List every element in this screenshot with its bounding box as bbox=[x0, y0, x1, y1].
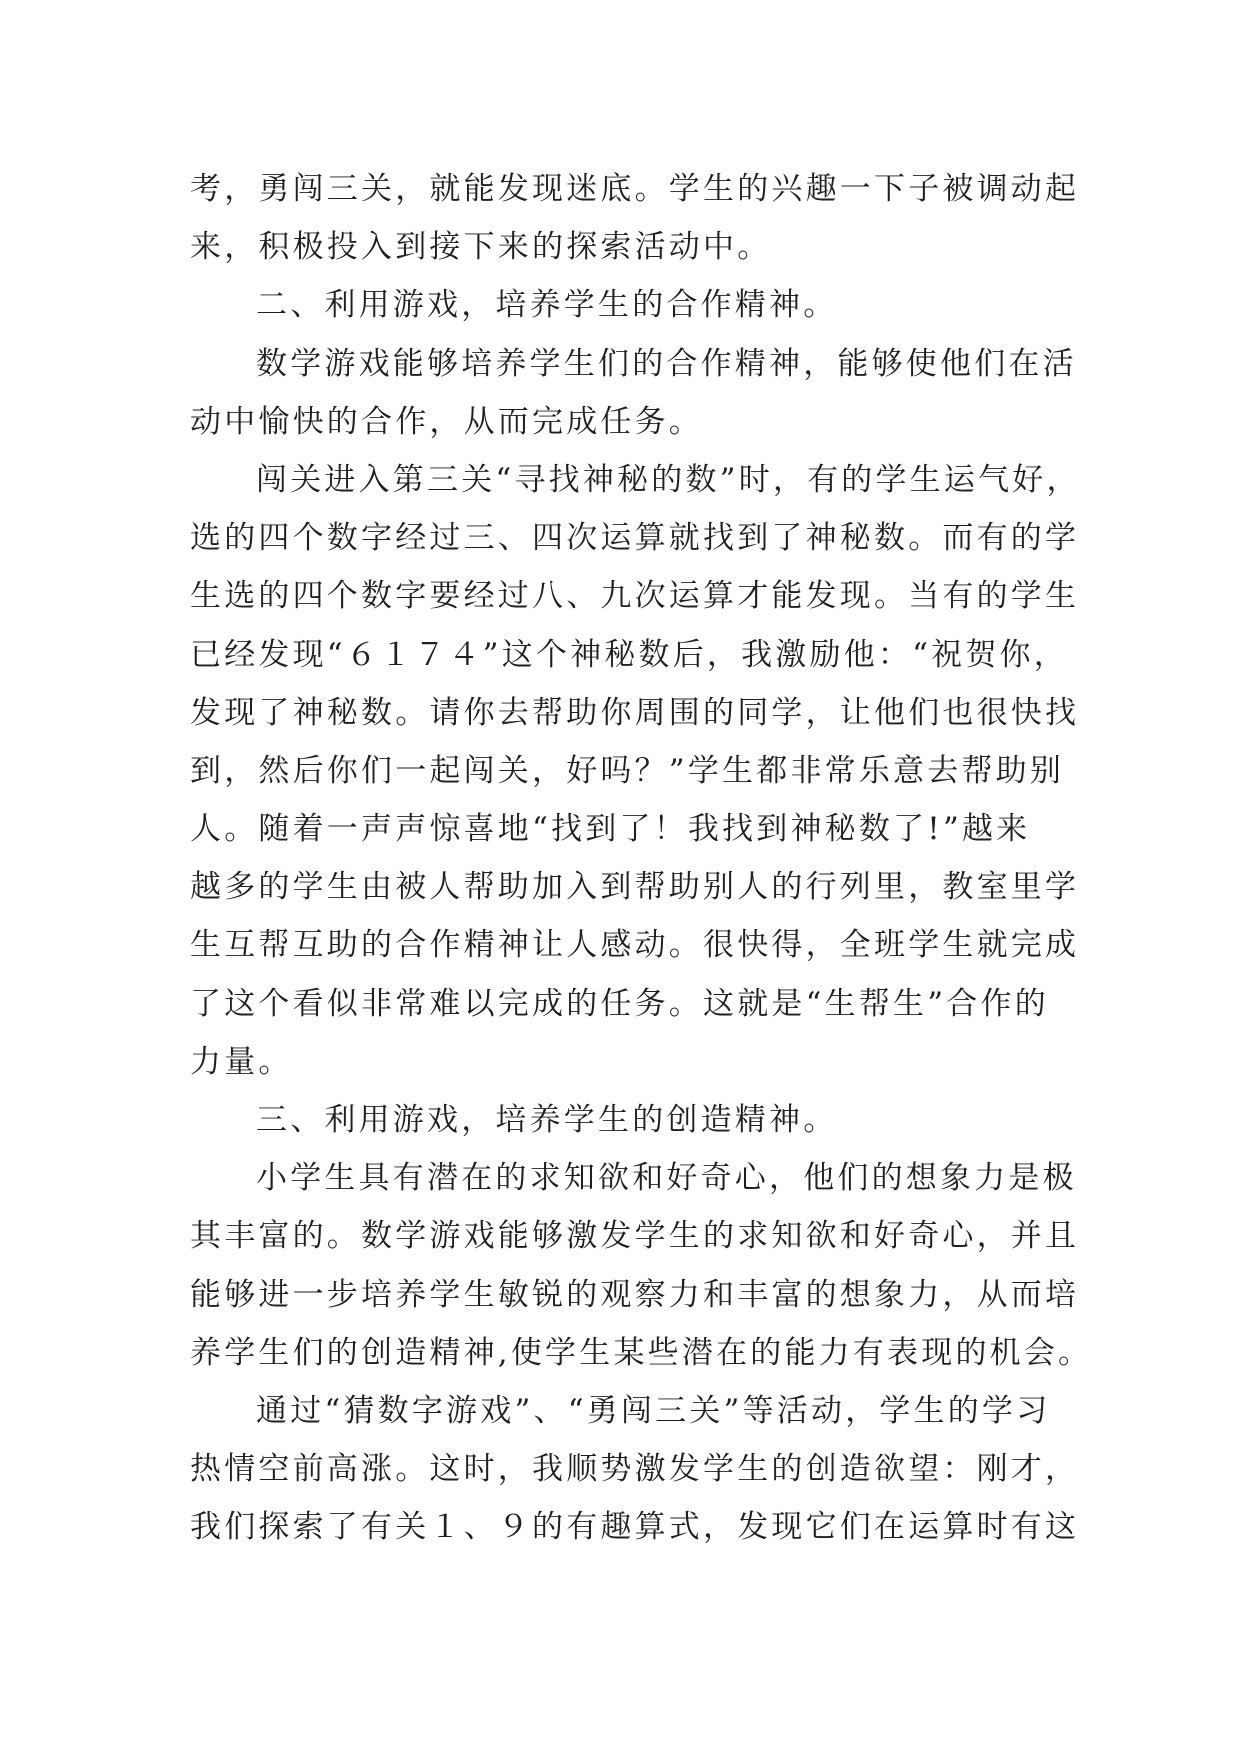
text-line: 到，然后你们一起闯关，好吗？”学生都非常乐意去帮助别 bbox=[190, 752, 1065, 789]
text-line: 动中愉快的合作，从而完成任务。 bbox=[190, 403, 703, 440]
text-line: 其丰富的。数学游戏能够激发学生的求知欲和好奇心，并且 bbox=[190, 1218, 1080, 1255]
text-line: 三、利用游戏，培养学生的创造精神。 bbox=[256, 1102, 838, 1138]
text-line: 通过“猜数字游戏”、“勇闯三关”等活动，学生的学习 bbox=[256, 1392, 1051, 1429]
text-line: 数学游戏能够培养学生们的合作精神，能够使他们在活 bbox=[256, 345, 1077, 382]
text-line: 考，勇闯三关，就能发现迷底。学生的兴趣一下子被调动起 bbox=[190, 171, 1080, 207]
text-line: 二、利用游戏，培养学生的合作精神。 bbox=[256, 287, 838, 324]
body-text bbox=[190, 160, 1093, 1557]
text-line: 生选的四个数字要经过八、九次运算才能发现。当有的学生 bbox=[190, 578, 1080, 615]
text-line: 越多的学生由被人帮助加入到帮助别人的行列里，教室里学 bbox=[190, 869, 1080, 906]
text-line: 能够进一步培养学生敏锐的观察力和丰富的想象力，从而培 bbox=[190, 1276, 1080, 1313]
text-line: 小学生具有潜在的求知欲和好奇心，他们的想象力是极 bbox=[256, 1160, 1077, 1197]
text-line: 闯关进入第三关“寻找神秘的数”时，有的学生运气好， bbox=[256, 461, 1081, 498]
text-line: 发现了神秘数。请你去帮助你周围的同学，让他们也很快找 bbox=[190, 694, 1080, 731]
text-line: 力量。 bbox=[190, 1043, 293, 1080]
text-line: 了这个看似非常难以完成的任务。这就是“生帮生”合作的 bbox=[190, 985, 1049, 1022]
text-line: 我们探索了有关１、９的有趣算式，发现它们在运算时有这 bbox=[190, 1509, 1080, 1546]
text-line: 热情空前高涨。这时，我顺势激发学生的创造欲望：刚才， bbox=[190, 1451, 1080, 1488]
text-line: 生互帮互助的合作精神让人感动。很快得，全班学生就完成 bbox=[190, 927, 1080, 964]
text-line: 人。随着一声声惊喜地“找到了！我找到神秘数了!”越来 bbox=[190, 811, 1031, 848]
text-line: 养学生们的创造精神,使学生某些潜在的能力有表现的机会。 bbox=[190, 1334, 1093, 1371]
text-line: 选的四个数字经过三、四次运算就找到了神秘数。而有的学 bbox=[190, 520, 1080, 557]
text-line: 来，积极投入到接下来的探索活动中。 bbox=[190, 229, 772, 266]
text-line: 已经发现“６１７４”这个神秘数后，我激励他：“祝贺你， bbox=[190, 636, 1068, 673]
